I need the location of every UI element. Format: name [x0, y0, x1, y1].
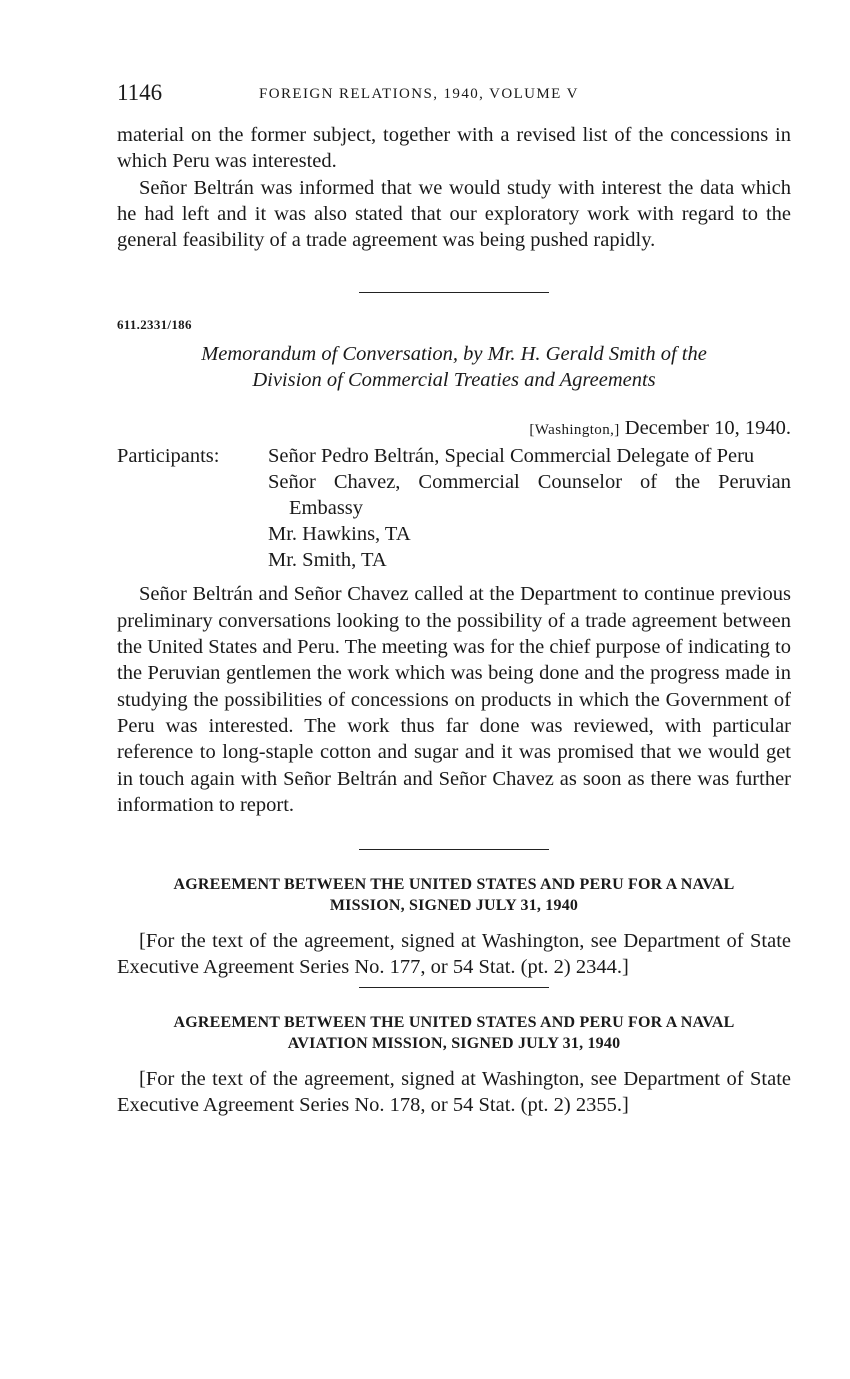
running-title: FOREIGN RELATIONS, 1940, VOLUME V [259, 86, 579, 102]
memo-title [117, 341, 791, 393]
document-page [117, 78, 791, 1118]
participants-label: Participants: [117, 445, 220, 468]
agreement-heading-line-1: AGREEMENT BETWEEN THE UNITED STATES AND PERU FOR A NAVAL [173, 876, 735, 894]
participant-item: Señor Pedro Beltrán, Special Commercial Delegate of Peru [268, 445, 755, 468]
memo-body: Señor Beltrán and Señor Chavez called at the Department to continue previous preliminary conversations looking to the possibility of a trade agreement between the United States and Peru. The meeting was for the chief purpose of indicating to the Peruvian gentlemen the work which was being done and the progress made in studying the possibilities of concessions on products in which the Government of Peru was interested. The work thus far done was reviewed, with particular reference to long-staple cotton and sugar and it was promised that we would get in touch again with Señor Beltrán and Señor Chavez as soon as there was further information to report. [117, 583, 791, 816]
memo-title-line-1: Memorandum of Conversation, by Mr. H. Gerald Smith of the [201, 343, 707, 366]
agreement-heading-line-2: MISSION, SIGNED JULY 31, 1940 [329, 897, 579, 915]
dateline-date: December 10, 1940. [624, 417, 791, 440]
page-header [117, 78, 791, 112]
intro-paragraph-2: Señor Beltrán was informed that we would study with interest the data which he had left and it was also stated that our exploratory work with regard to the general feasibility of a trade agreement was being pushed rapidly. [117, 176, 791, 252]
agreement-note: [For the text of the agreement, signed at Washington, see Department of State Executive Agreement Series No. 178, or 54 Stat. (pt. 2) 2355.] [117, 1067, 791, 1117]
section-divider [359, 292, 549, 293]
agreement-heading-line-2: AVIATION MISSION, SIGNED JULY 31, 1940 [287, 1034, 621, 1052]
section-divider [359, 987, 549, 988]
section-divider [359, 849, 549, 850]
agreement-heading [117, 874, 791, 916]
participant-item: Señor Chavez, Commercial Counselor of the Peruvian Embassy [268, 471, 791, 520]
dateline [117, 415, 791, 443]
dateline-place: [Washington,] [529, 422, 620, 439]
participant-item: Mr. Hawkins, TA [268, 523, 411, 546]
page-number: 1146 [117, 80, 163, 105]
participants-list [268, 443, 791, 573]
agreement-heading [117, 1012, 791, 1054]
participants-block [117, 443, 791, 573]
intro-section [117, 122, 791, 253]
agreement-note: [For the text of the agreement, signed at Washington, see Department of State Executive Agreement Series No. 177, or 54 Stat. (pt. 2) 2344.] [117, 930, 791, 979]
file-number: 611.2331/186 [117, 317, 192, 333]
memo-title-line-2: Division of Commercial Treaties and Agreements [252, 369, 656, 392]
agreement-heading-line-1: AGREEMENT BETWEEN THE UNITED STATES AND PERU FOR A NAVAL [173, 1013, 735, 1031]
participant-item: Mr. Smith, TA [268, 549, 387, 572]
intro-paragraph-1: material on the former subject, together with a revised list of the concessions in which Peru was interested. [117, 124, 791, 173]
